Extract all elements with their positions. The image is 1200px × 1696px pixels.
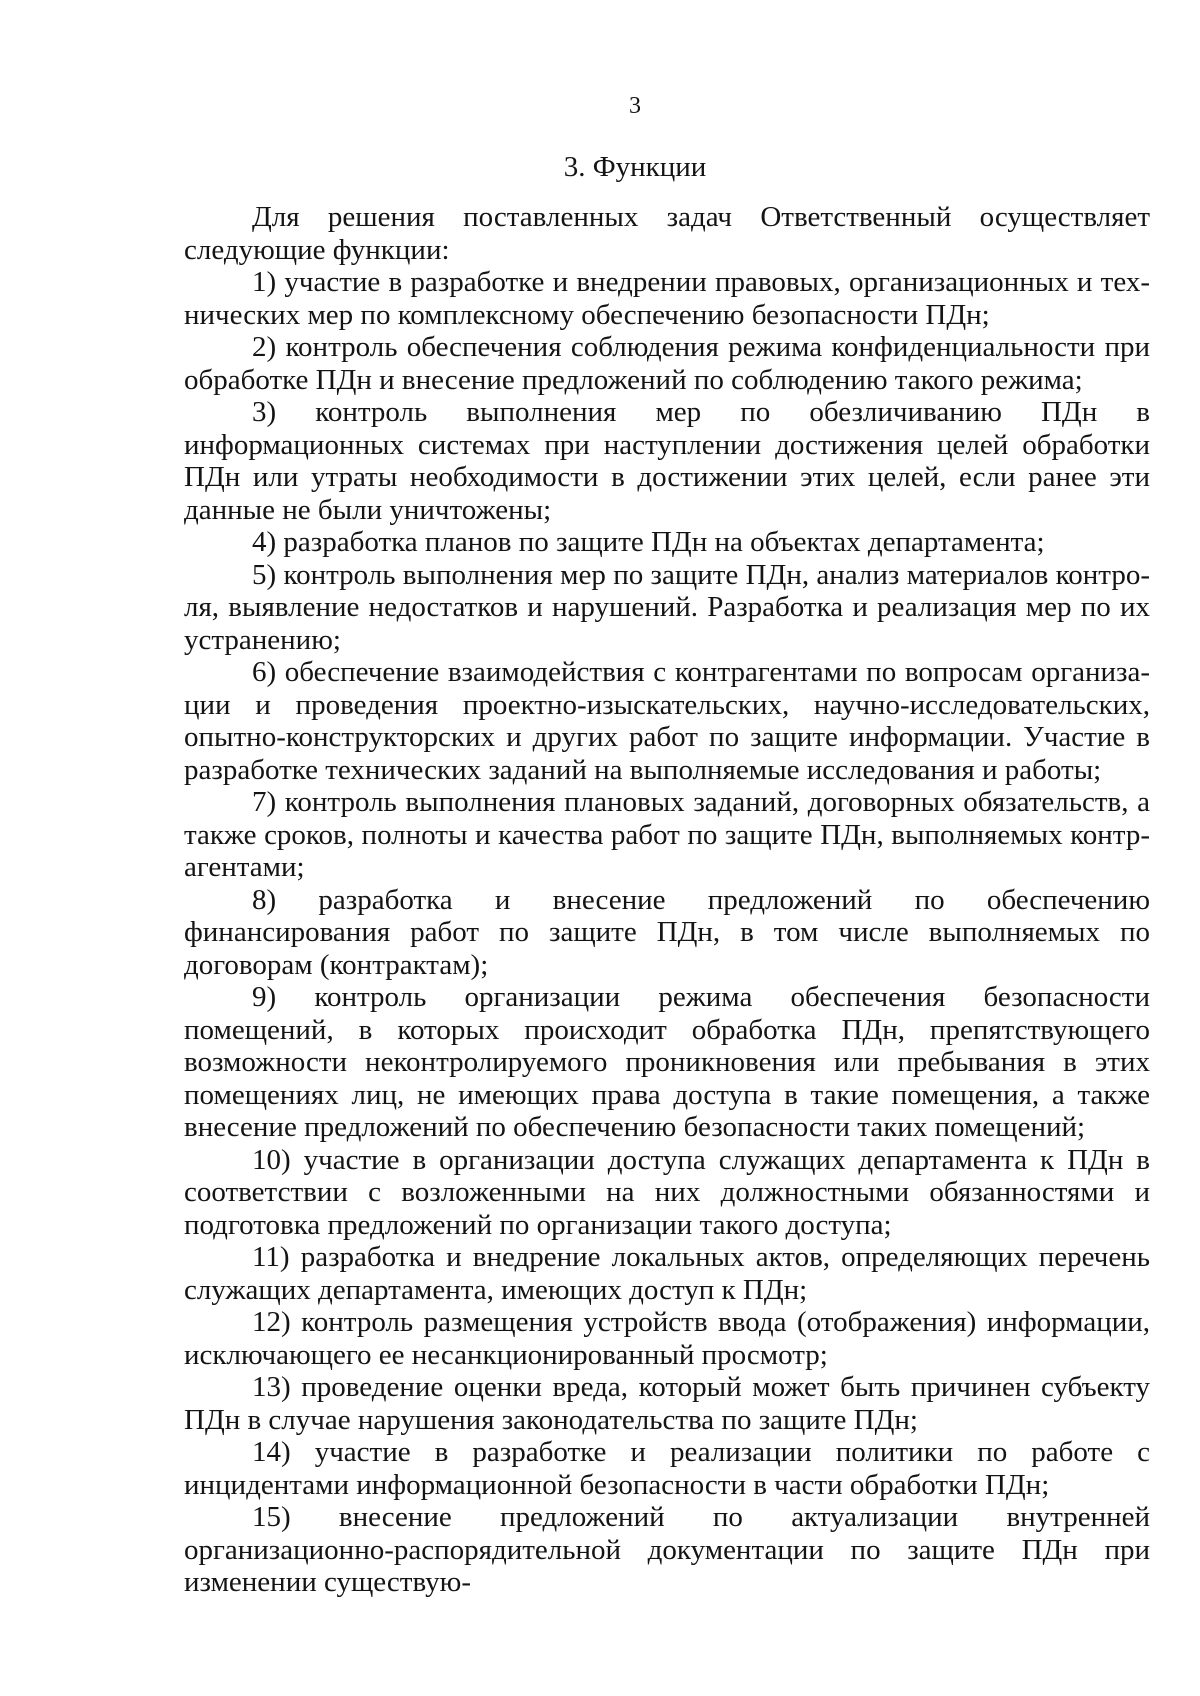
list-item-10: 10) участие в организации доступа служащих департамента к ПДн в соответствии с возложенными на них должностными обязанностями и подготовка предложений по организации такого доступа;	[184, 1143, 1150, 1241]
list-item-3: 3) контроль выполнения мер по обезличиванию ПДн в информационных системах при наступлении достижения целей обработки ПДн или утраты необходимости в достижении этих целей, если ранее эти данные не были уничтожены;	[184, 396, 1150, 526]
section-title: 3. Функции	[563, 151, 707, 183]
list-item-7: 7) контроль выполнения плановых заданий, договорных обязательств, а также сроков, полноты и качества работ по защите ПДн, выполняемых контрагентами;	[184, 786, 1150, 883]
document-body	[184, 201, 1150, 1599]
list-item-9: 9) контроль организации режима обеспечения безопасности помещений, в которых происходит обработка ПДн, препятствующего возможности неконтролируемого проникновения или пребывания в этих помещениях лиц, не имеющих права доступа в такие помещения, а также внесение предложений по обеспечению безопасности таких помещений;	[184, 981, 1150, 1143]
list-item-14: 14) участие в разработке и реализации политики по работе с инцидентами информационной безопасности в части обработки ПДн;	[184, 1436, 1150, 1501]
page-number: 3	[629, 93, 641, 119]
list-item-8: 8) разработка и внесение предложений по обеспечению финансирования работ по защите ПДн, в том числе выполняемых по договорам (контрактам);	[184, 883, 1150, 981]
list-item-13: 13) проведение оценки вреда, который может быть причинен субъекту ПДн в случае нарушения законодательства по защите ПДн;	[184, 1371, 1150, 1436]
intro-paragraph: Для решения поставленных задач Ответственный осуществляет следующие функции:	[184, 201, 1150, 266]
list-item-1: 1) участие в разработке и внедрении правовых, организационных и технических мер по комплексному обеспечению безопасности ПДн;	[184, 266, 1150, 331]
list-item-2: 2) контроль обеспечения соблюдения режима конфиденциальности при обработке ПДн и внесение предложений по соблюдению такого режима;	[184, 331, 1150, 396]
list-item-6: 6) обеспечение взаимодействия с контрагентами по вопросам организации и проведения проектно-изыскательских, научно-исследовательских, опытно-конструкторских и других работ по защите информации. Участие в разработке технических заданий на выполняемые исследования и работы;	[184, 656, 1150, 786]
list-item-15: 15) внесение предложений по актуализации внутренней организационно-распорядительной документации по защите ПДн при изменении существую-	[184, 1501, 1150, 1598]
list-item-5: 5) контроль выполнения мер по защите ПДн, анализ материалов контроля, выявление недостатков и нарушений. Разработка и реализация мер по их устранению;	[184, 558, 1150, 656]
list-item-12: 12) контроль размещения устройств ввода (отображения) информации, исключающего ее несанкционированный просмотр;	[184, 1306, 1150, 1371]
list-item-11: 11) разработка и внедрение локальных актов, определяющих перечень служащих департамента, имеющих доступ к ПДн;	[184, 1241, 1150, 1306]
list-item-4: 4) разработка планов по защите ПДн на объектах департамента;	[252, 526, 1045, 558]
